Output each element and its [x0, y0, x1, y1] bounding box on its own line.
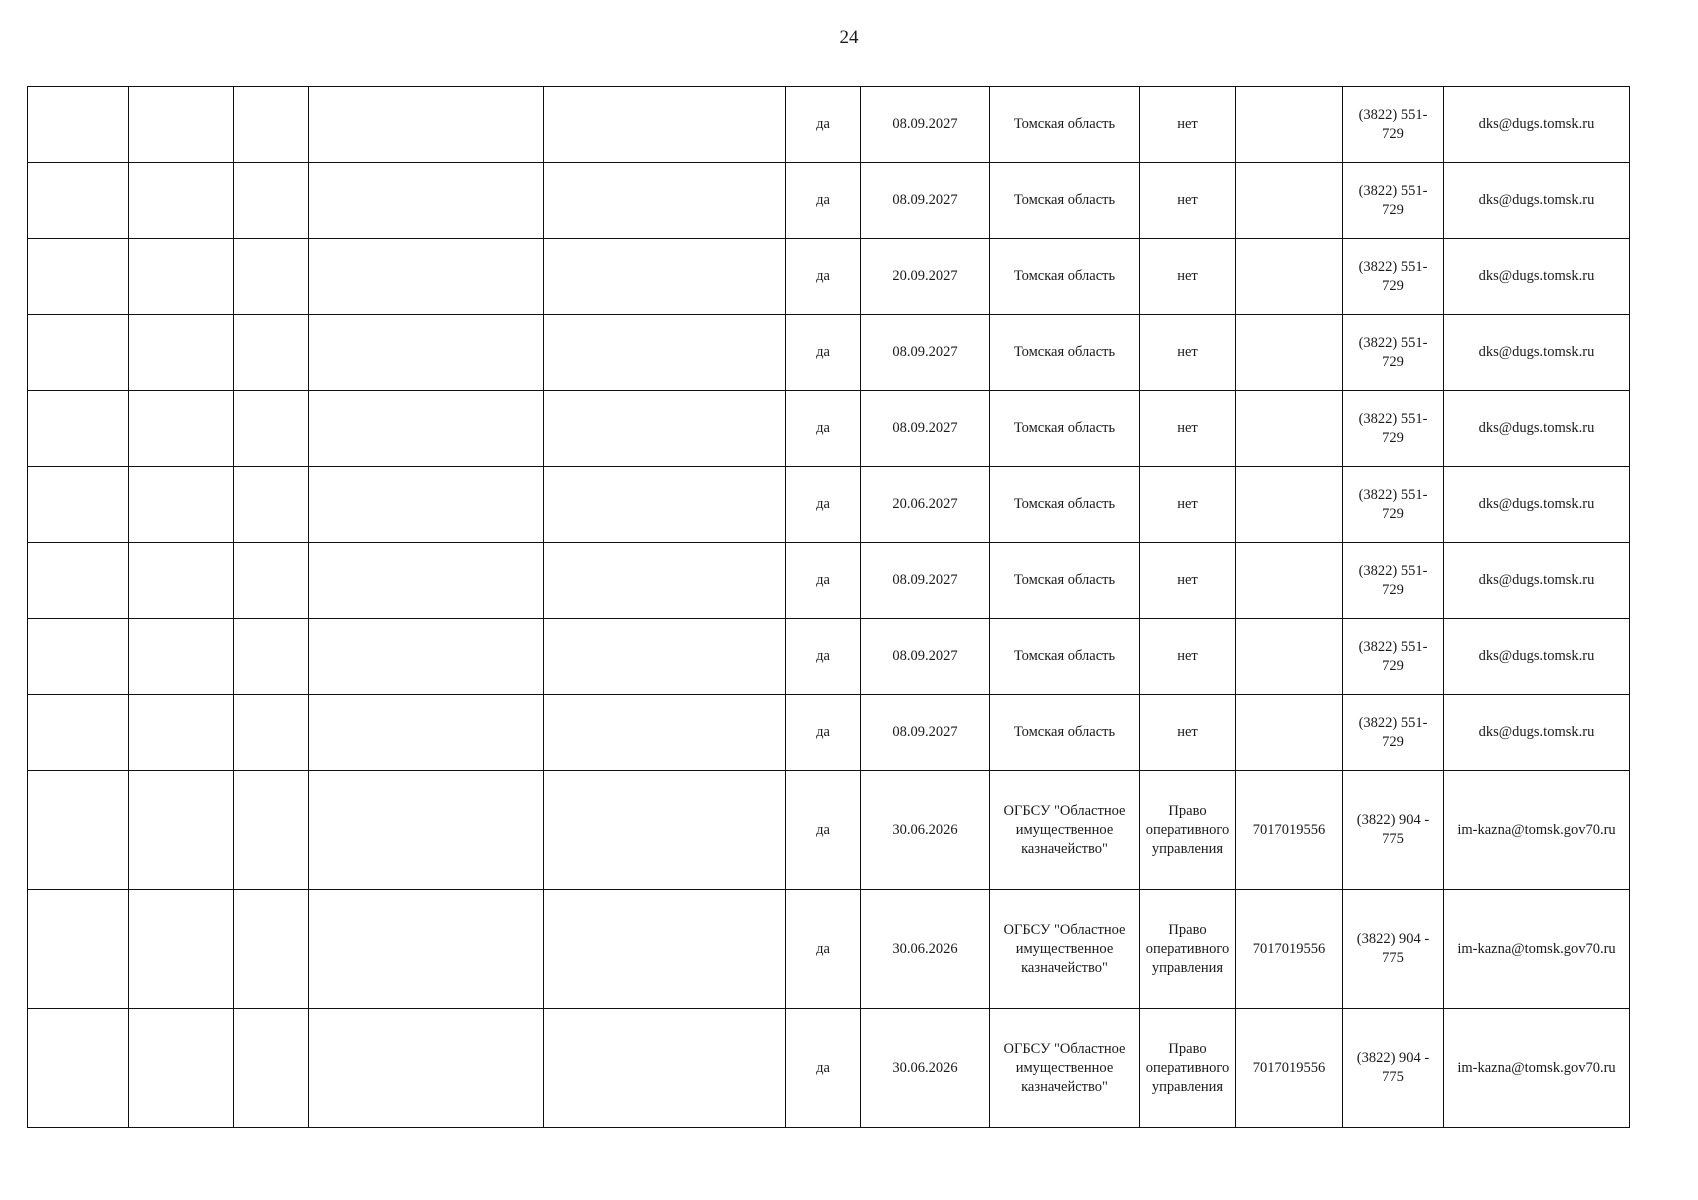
empty-cell [544, 771, 786, 890]
date-cell: 08.09.2027 [861, 543, 990, 619]
empty-cell [28, 315, 129, 391]
phone-cell: (3822) 551- 729 [1343, 239, 1444, 315]
availability-cell: да [786, 1009, 861, 1128]
inn-cell [1236, 163, 1343, 239]
empty-cell [129, 315, 234, 391]
empty-cell [129, 163, 234, 239]
empty-cell [544, 467, 786, 543]
empty-cell [234, 87, 309, 163]
empty-cell [544, 163, 786, 239]
table-row [28, 315, 1630, 391]
availability-cell: да [786, 87, 861, 163]
date-cell: 20.06.2027 [861, 467, 990, 543]
empty-cell [309, 543, 544, 619]
empty-cell [544, 315, 786, 391]
right-cell: Право оперативного управления [1140, 890, 1236, 1009]
holder-cell: Томская область [990, 315, 1140, 391]
holder-cell: Томская область [990, 87, 1140, 163]
right-cell: нет [1140, 467, 1236, 543]
availability-cell: да [786, 315, 861, 391]
empty-cell [129, 619, 234, 695]
availability-cell: да [786, 771, 861, 890]
empty-cell [309, 771, 544, 890]
availability-cell: да [786, 890, 861, 1009]
email-cell: im-kazna@tomsk.gov70.ru [1444, 1009, 1630, 1128]
empty-cell [129, 890, 234, 1009]
inn-cell [1236, 619, 1343, 695]
empty-cell [309, 391, 544, 467]
date-cell: 08.09.2027 [861, 315, 990, 391]
page-number: 24 [839, 27, 859, 48]
availability-cell: да [786, 543, 861, 619]
empty-cell [544, 1009, 786, 1128]
empty-cell [28, 890, 129, 1009]
email-cell: dks@dugs.tomsk.ru [1444, 543, 1630, 619]
holder-cell: Томская область [990, 543, 1140, 619]
right-cell: нет [1140, 391, 1236, 467]
email-cell: dks@dugs.tomsk.ru [1444, 315, 1630, 391]
empty-cell [544, 890, 786, 1009]
empty-cell [544, 543, 786, 619]
register-table [27, 86, 1630, 1128]
inn-cell: 7017019556 [1236, 1009, 1343, 1128]
table-row [28, 87, 1630, 163]
empty-cell [28, 239, 129, 315]
empty-cell [234, 771, 309, 890]
empty-cell [28, 695, 129, 771]
availability-cell: да [786, 467, 861, 543]
empty-cell [28, 771, 129, 890]
phone-cell: (3822) 551- 729 [1343, 163, 1444, 239]
empty-cell [309, 695, 544, 771]
phone-cell: (3822) 551- 729 [1343, 543, 1444, 619]
holder-cell: ОГБСУ "Областное имущественное казначейство" [990, 890, 1140, 1009]
empty-cell [309, 87, 544, 163]
holder-cell: ОГБСУ "Областное имущественное казначейство" [990, 771, 1140, 890]
empty-cell [544, 239, 786, 315]
table-row [28, 239, 1630, 315]
date-cell: 08.09.2027 [861, 695, 990, 771]
table-row [28, 619, 1630, 695]
date-cell: 30.06.2026 [861, 1009, 990, 1128]
right-cell: нет [1140, 315, 1236, 391]
date-cell: 30.06.2026 [861, 890, 990, 1009]
empty-cell [309, 467, 544, 543]
date-cell: 08.09.2027 [861, 391, 990, 467]
phone-cell: (3822) 551- 729 [1343, 87, 1444, 163]
right-cell: нет [1140, 543, 1236, 619]
empty-cell [234, 315, 309, 391]
email-cell: dks@dugs.tomsk.ru [1444, 391, 1630, 467]
empty-cell [234, 239, 309, 315]
empty-cell [544, 87, 786, 163]
table-row [28, 391, 1630, 467]
empty-cell [544, 619, 786, 695]
empty-cell [129, 391, 234, 467]
empty-cell [309, 315, 544, 391]
holder-cell: Томская область [990, 391, 1140, 467]
empty-cell [234, 1009, 309, 1128]
email-cell: im-kazna@tomsk.gov70.ru [1444, 890, 1630, 1009]
right-cell: нет [1140, 163, 1236, 239]
inn-cell: 7017019556 [1236, 771, 1343, 890]
empty-cell [28, 1009, 129, 1128]
empty-cell [129, 1009, 234, 1128]
holder-cell: Томская область [990, 619, 1140, 695]
table-row [28, 695, 1630, 771]
empty-cell [234, 467, 309, 543]
email-cell: dks@dugs.tomsk.ru [1444, 87, 1630, 163]
empty-cell [234, 543, 309, 619]
availability-cell: да [786, 619, 861, 695]
right-cell: нет [1140, 239, 1236, 315]
phone-cell: (3822) 551- 729 [1343, 467, 1444, 543]
inn-cell [1236, 467, 1343, 543]
email-cell: dks@dugs.tomsk.ru [1444, 163, 1630, 239]
date-cell: 08.09.2027 [861, 619, 990, 695]
empty-cell [234, 695, 309, 771]
availability-cell: да [786, 695, 861, 771]
inn-cell: 7017019556 [1236, 890, 1343, 1009]
table-row [28, 163, 1630, 239]
empty-cell [28, 543, 129, 619]
phone-cell: (3822) 551- 729 [1343, 315, 1444, 391]
empty-cell [28, 391, 129, 467]
email-cell: dks@dugs.tomsk.ru [1444, 467, 1630, 543]
empty-cell [544, 695, 786, 771]
email-cell: im-kazna@tomsk.gov70.ru [1444, 771, 1630, 890]
empty-cell [309, 163, 544, 239]
empty-cell [309, 619, 544, 695]
empty-cell [544, 391, 786, 467]
email-cell: dks@dugs.tomsk.ru [1444, 695, 1630, 771]
table-row [28, 771, 1630, 890]
date-cell: 20.09.2027 [861, 239, 990, 315]
empty-cell [129, 87, 234, 163]
phone-cell: (3822) 904 - 775 [1343, 771, 1444, 890]
empty-cell [234, 890, 309, 1009]
holder-cell: Томская область [990, 239, 1140, 315]
table-row [28, 467, 1630, 543]
empty-cell [129, 771, 234, 890]
date-cell: 08.09.2027 [861, 87, 990, 163]
email-cell: dks@dugs.tomsk.ru [1444, 239, 1630, 315]
inn-cell [1236, 87, 1343, 163]
date-cell: 08.09.2027 [861, 163, 990, 239]
empty-cell [28, 163, 129, 239]
phone-cell: (3822) 904 - 775 [1343, 1009, 1444, 1128]
empty-cell [129, 467, 234, 543]
right-cell: Право оперативного управления [1140, 1009, 1236, 1128]
phone-cell: (3822) 551- 729 [1343, 619, 1444, 695]
empty-cell [28, 467, 129, 543]
availability-cell: да [786, 239, 861, 315]
table-row [28, 1009, 1630, 1128]
empty-cell [309, 890, 544, 1009]
empty-cell [28, 87, 129, 163]
phone-cell: (3822) 904 - 775 [1343, 890, 1444, 1009]
empty-cell [234, 391, 309, 467]
inn-cell [1236, 391, 1343, 467]
empty-cell [28, 619, 129, 695]
table-row [28, 890, 1630, 1009]
inn-cell [1236, 239, 1343, 315]
right-cell: Право оперативного управления [1140, 771, 1236, 890]
table-row [28, 543, 1630, 619]
email-cell: dks@dugs.tomsk.ru [1444, 619, 1630, 695]
availability-cell: да [786, 163, 861, 239]
empty-cell [309, 239, 544, 315]
right-cell: нет [1140, 87, 1236, 163]
right-cell: нет [1140, 695, 1236, 771]
holder-cell: Томская область [990, 695, 1140, 771]
holder-cell: Томская область [990, 163, 1140, 239]
empty-cell [234, 619, 309, 695]
right-cell: нет [1140, 619, 1236, 695]
empty-cell [129, 239, 234, 315]
holder-cell: ОГБСУ "Областное имущественное казначейство" [990, 1009, 1140, 1128]
empty-cell [129, 695, 234, 771]
phone-cell: (3822) 551- 729 [1343, 695, 1444, 771]
register-body [28, 87, 1630, 1128]
empty-cell [309, 1009, 544, 1128]
empty-cell [234, 163, 309, 239]
inn-cell [1236, 695, 1343, 771]
inn-cell [1236, 315, 1343, 391]
date-cell: 30.06.2026 [861, 771, 990, 890]
holder-cell: Томская область [990, 467, 1140, 543]
inn-cell [1236, 543, 1343, 619]
availability-cell: да [786, 391, 861, 467]
empty-cell [129, 543, 234, 619]
phone-cell: (3822) 551- 729 [1343, 391, 1444, 467]
